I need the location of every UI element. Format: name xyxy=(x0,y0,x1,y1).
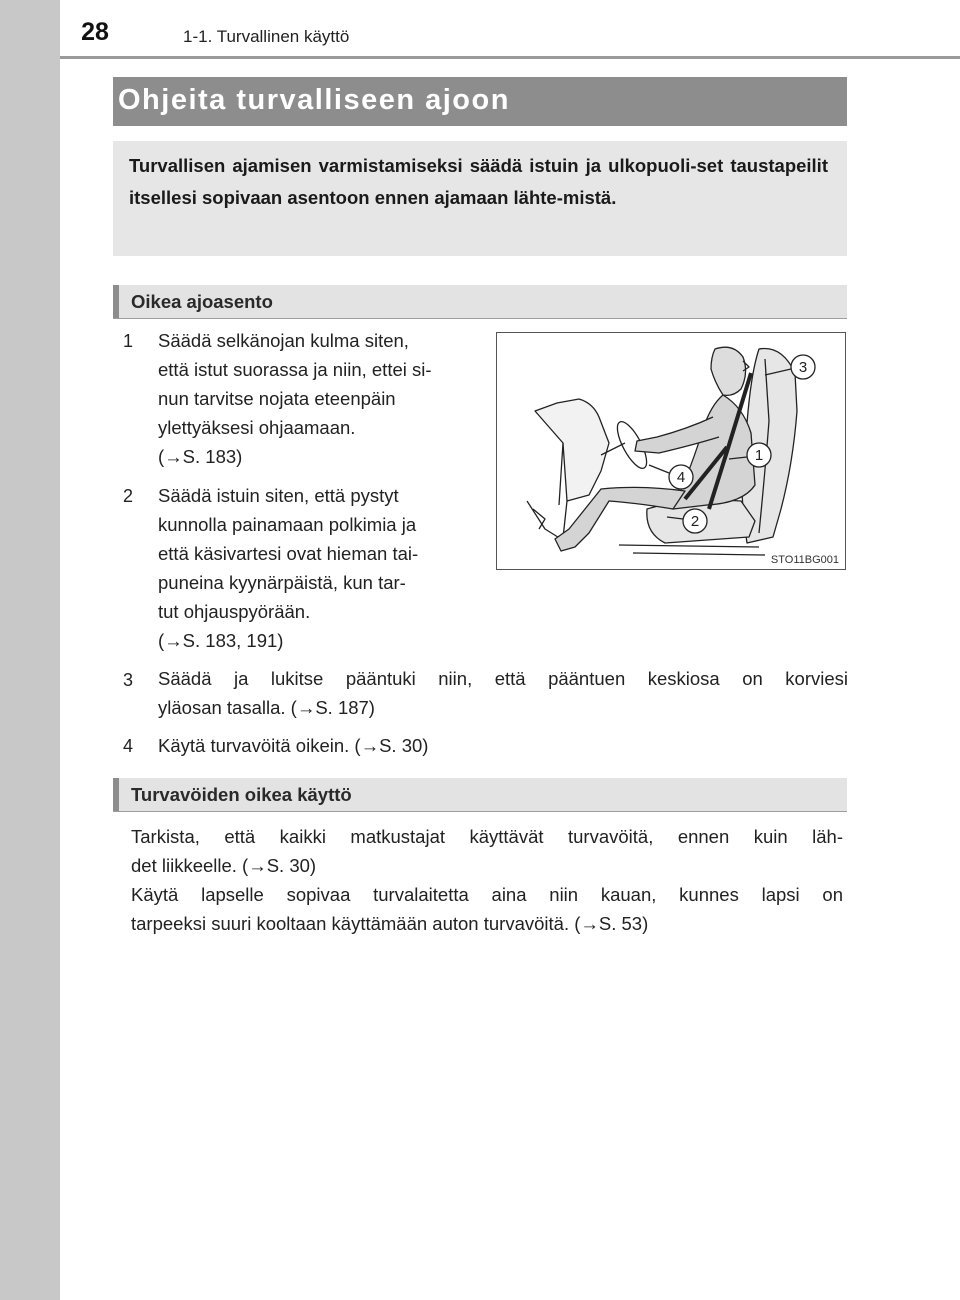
item-text-1 xyxy=(158,326,478,471)
text-line: Säädä ja lukitse pääntuki niin, että pääntuen keskiosa on korviesi xyxy=(158,668,848,689)
callout-3: 3 xyxy=(798,359,808,376)
text-line: nun tarvitse nojata eteenpäin xyxy=(158,388,396,409)
section-heading-driving-position xyxy=(113,285,847,319)
text-line: (→S. 183, 191) xyxy=(158,630,284,651)
page-title: Ohjeita turvalliseen ajoon xyxy=(118,84,510,116)
callout-2: 2 xyxy=(690,513,700,530)
callout-1: 1 xyxy=(754,447,764,464)
section-heading-label: Turvavöiden oikea käyttö xyxy=(131,784,352,805)
section-reference: 1-1. Turvallinen käyttö xyxy=(183,27,350,46)
text-line: ylettyäksesi ohjaamaan. xyxy=(158,417,356,438)
item-number-2: 2 xyxy=(122,486,133,506)
figure-code: STO11BG001 xyxy=(770,554,839,566)
text-line: Käytä turvavöitä oikein. (→S. 30) xyxy=(158,735,429,756)
text-line: Säädä selkänojan kulma siten, xyxy=(158,330,409,351)
text-line: Käytä lapselle sopivaa turvalaitetta aina niin kauan, kunnes lapsi on xyxy=(131,884,843,905)
text-line: yläosan tasalla. (→S. 187) xyxy=(158,697,375,718)
intro-text: Turvallisen ajamisen varmistamiseksi säädä istuin ja ulkopuoli-set taustapeilit itsellesi sopivaan asentoon ennen ajamaan lähte-mistä. xyxy=(129,155,828,208)
heading-accent xyxy=(113,778,119,811)
text-line: Säädä istuin siten, että pystyt xyxy=(158,485,399,506)
seating-position-illustration xyxy=(496,332,846,570)
heading-accent xyxy=(113,285,119,318)
page-number: 28 xyxy=(81,18,109,46)
seatbelt-text xyxy=(131,822,843,938)
text-line: että käsivartesi ovat hieman tai- xyxy=(158,543,419,564)
item-text-4 xyxy=(158,731,848,760)
header-divider xyxy=(60,56,960,59)
section-heading-seatbelts xyxy=(113,778,847,812)
callout-4: 4 xyxy=(676,469,686,486)
item-number-4: 4 xyxy=(122,736,133,756)
text-line: puneina kyynärpäistä, kun tar- xyxy=(158,572,406,593)
text-line: (→S. 183) xyxy=(158,446,243,467)
item-text-3 xyxy=(158,664,848,722)
page-side-bar xyxy=(0,0,60,1300)
section-heading-label: Oikea ajoasento xyxy=(131,291,273,312)
item-text-2 xyxy=(158,481,478,655)
text-line: kunnolla painamaan polkimia ja xyxy=(158,514,417,535)
item-number-1: 1 xyxy=(122,331,133,351)
text-line: tarpeeksi suuri kooltaan käyttämään auton turvavöitä. (→S. 53) xyxy=(131,913,649,934)
driver-seat-drawing xyxy=(497,333,845,569)
text-line: että istut suorassa ja niin, ettei si- xyxy=(158,359,432,380)
text-line: Tarkista, että kaikki matkustajat käyttävät turvavöitä, ennen kuin läh- xyxy=(131,826,843,847)
text-line: tut ohjauspyörään. xyxy=(158,601,311,622)
text-line: det liikkeelle. (→S. 30) xyxy=(131,855,317,876)
item-number-3: 3 xyxy=(122,670,133,690)
